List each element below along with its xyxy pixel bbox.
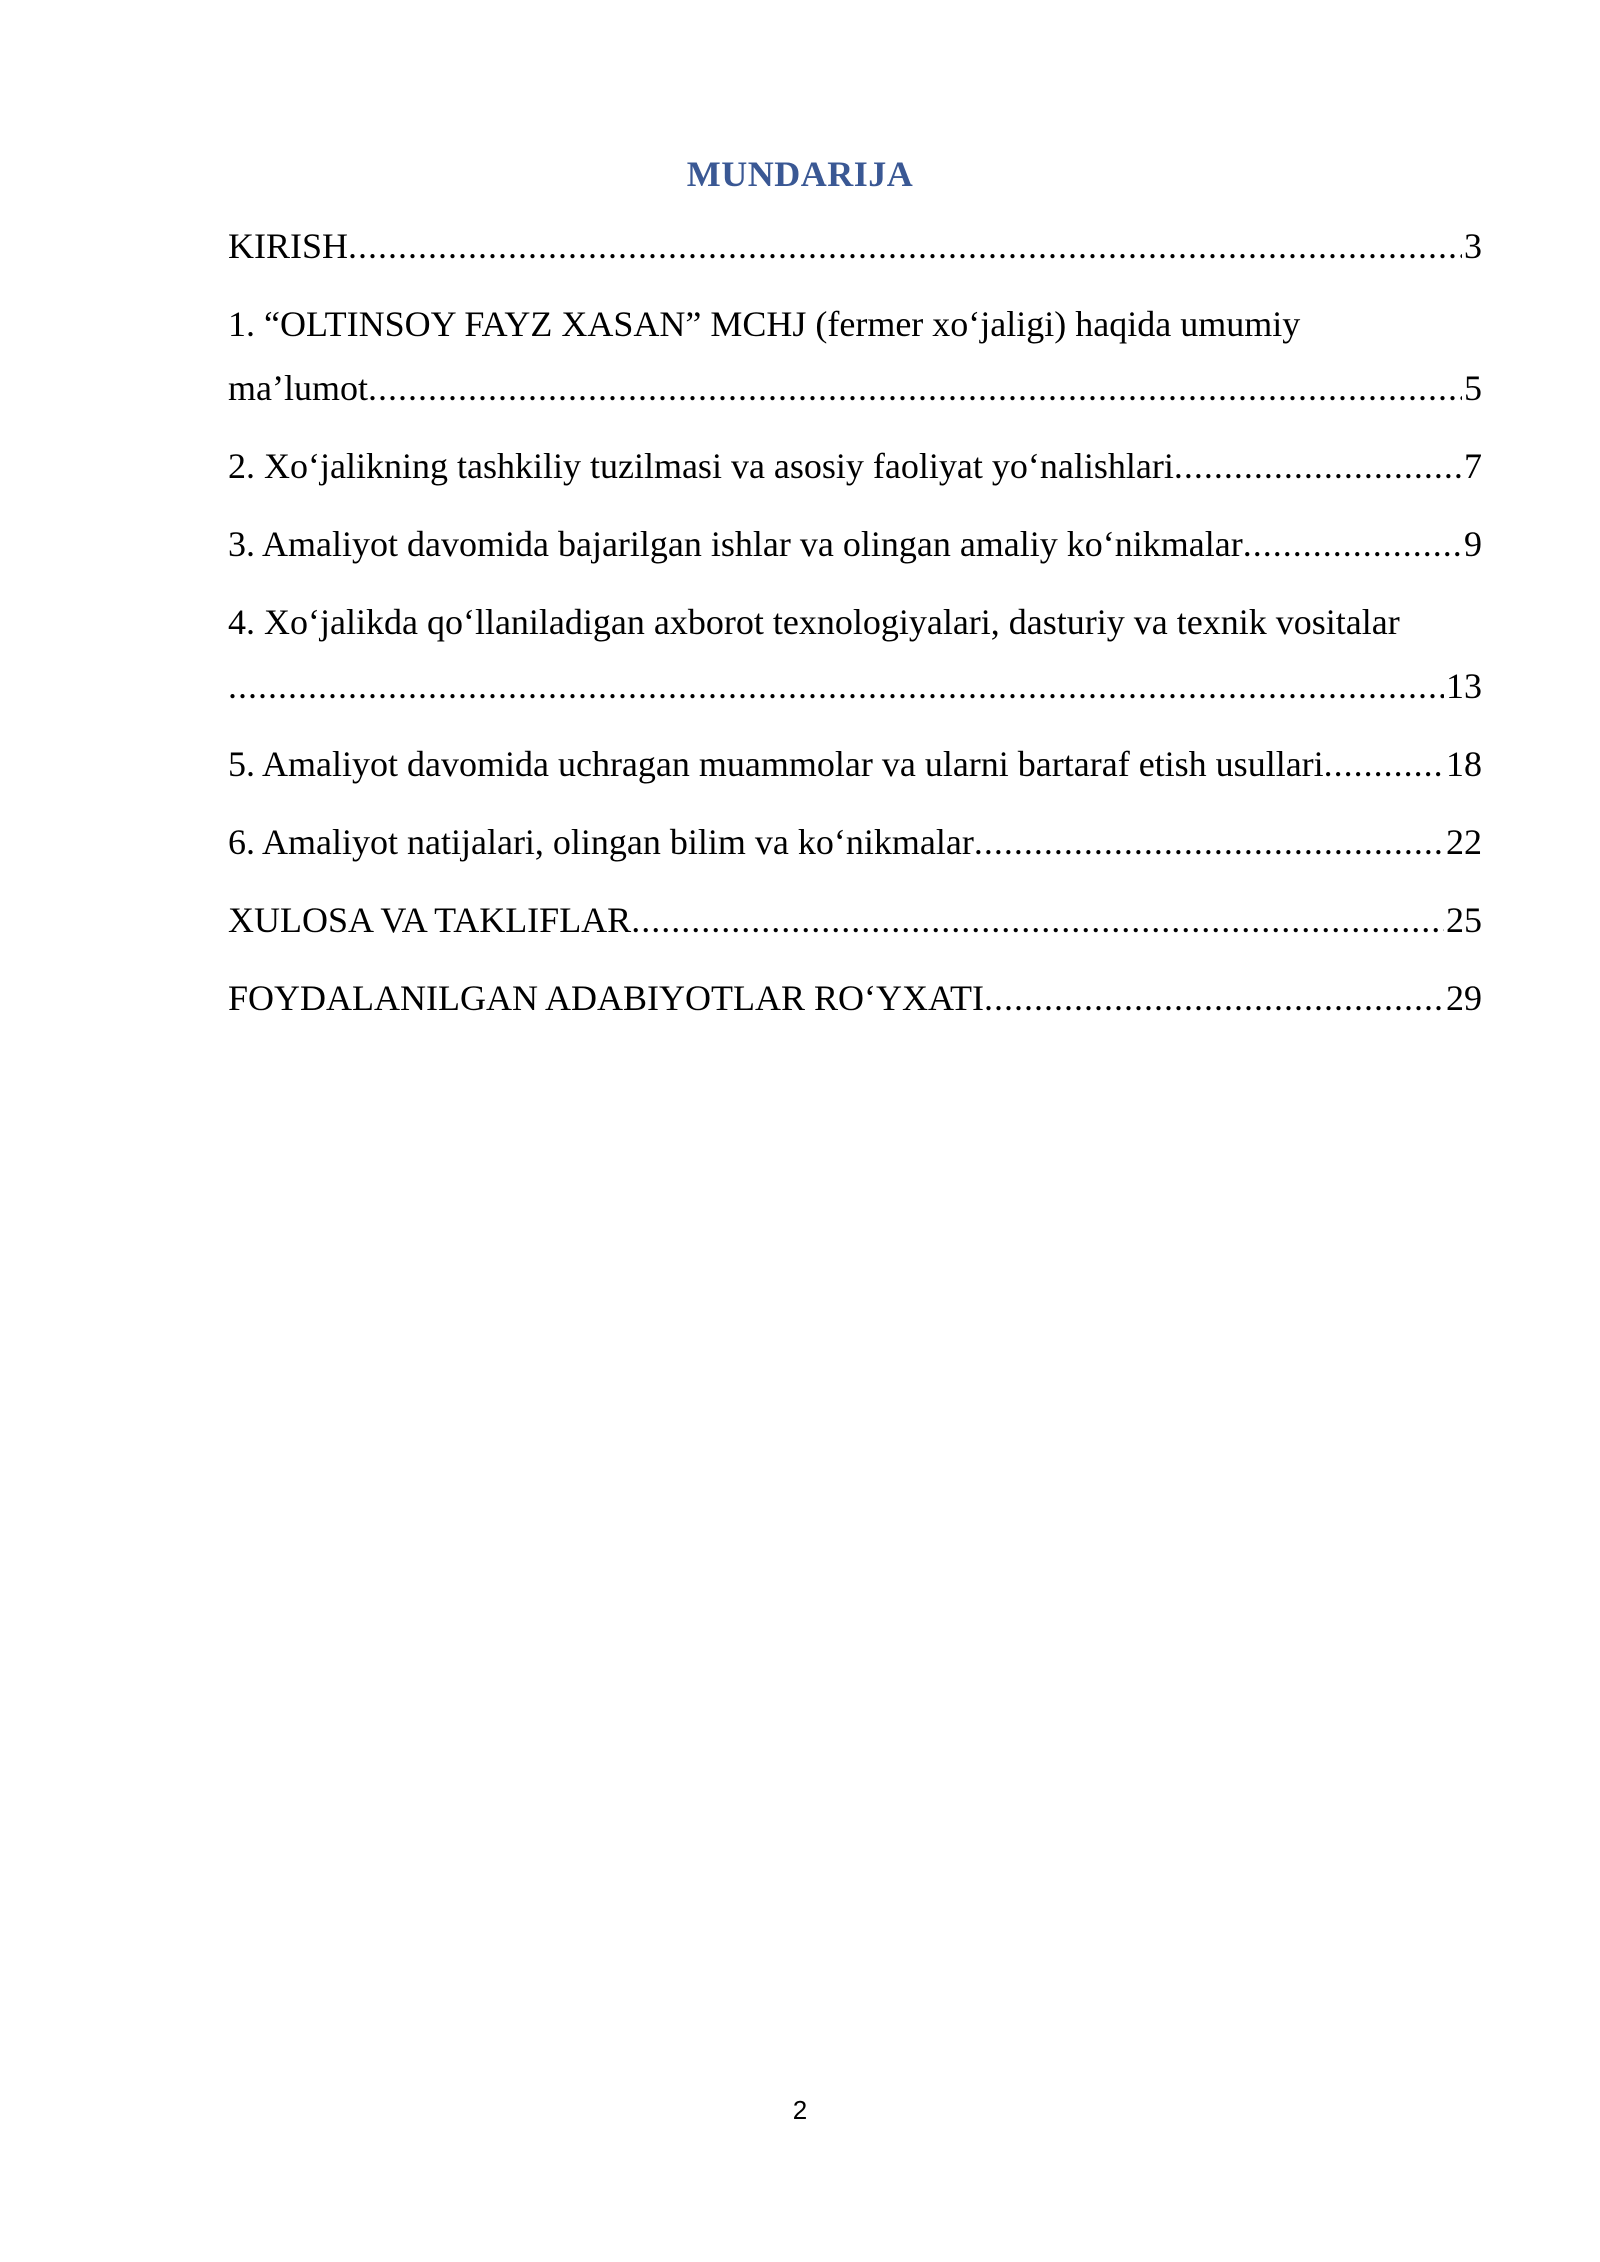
toc-entry-line [228, 356, 1482, 420]
toc-entry-section-2[interactable] [228, 434, 1482, 498]
dot-leader [228, 654, 1444, 718]
toc-entry-kirish[interactable] [228, 214, 1482, 278]
toc-entry-line [228, 214, 1482, 278]
toc-entry-line [228, 654, 1482, 718]
toc-entry-line [228, 732, 1482, 796]
toc-entry-text: KIRISH [228, 226, 349, 266]
toc-entry-page: 18 [1446, 744, 1482, 784]
toc-entry-page: 9 [1464, 524, 1482, 564]
toc-entry-adabiyotlar[interactable] [228, 966, 1482, 1030]
toc-entry-page: 29 [1446, 978, 1482, 1018]
toc-entry-text: 3. Amaliyot davomida bajarilgan ishlar va olingan amaliy ko‘nikmalar [228, 524, 1243, 564]
toc-entry-line [228, 888, 1482, 952]
toc-entry-section-4[interactable] [228, 590, 1482, 718]
toc-entry-line [228, 810, 1482, 874]
toc-entry-section-6[interactable] [228, 810, 1482, 874]
toc-entry-text: FOYDALANILGAN ADABIYOTLAR RO‘YXATI [228, 978, 984, 1018]
toc-heading: MUNDARIJA [686, 154, 914, 194]
dot-leader [1243, 512, 1462, 576]
dot-leader [974, 810, 1444, 874]
toc-entry-line [228, 966, 1482, 1030]
toc-entry-page: 7 [1464, 446, 1482, 486]
page-number: 2 [792, 2095, 808, 2125]
toc-entry-page: 5 [1464, 368, 1482, 408]
toc-entry-line [228, 434, 1482, 498]
toc-entry-page: 3 [1464, 226, 1482, 266]
toc-entry-page: 25 [1446, 900, 1482, 940]
toc-entry-section-1[interactable] [228, 292, 1482, 420]
table-of-contents [228, 214, 1482, 1044]
dot-leader [1174, 434, 1462, 498]
dot-leader [368, 356, 1462, 420]
toc-entry-text-line: 1. “OLTINSOY FAYZ XASAN” MCHJ (fermer xo‘jaligi) haqida umumiy [228, 304, 1301, 344]
toc-entry-section-3[interactable] [228, 512, 1482, 576]
toc-entry-page: 22 [1446, 822, 1482, 862]
dot-leader [348, 214, 1462, 278]
toc-entry-xulosa[interactable] [228, 888, 1482, 952]
toc-entry-text: 6. Amaliyot natijalari, olingan bilim va ko‘nikmalar [228, 822, 974, 862]
dot-leader [631, 888, 1444, 952]
toc-entry-text: ma’lumot [228, 368, 368, 408]
toc-entry-text: 5. Amaliyot davomida uchragan muammolar va ularni bartaraf etish usullari [228, 744, 1324, 784]
toc-entry-text: 2. Xo‘jalikning tashkiliy tuzilmasi va asosiy faoliyat yo‘nalishlari [228, 446, 1174, 486]
toc-entry-line [228, 512, 1482, 576]
toc-entry-text-line: 4. Xo‘jalikda qo‘llaniladigan axborot texnologiyalari, dasturiy va texnik vositalar [228, 602, 1400, 642]
toc-entry-section-5[interactable] [228, 732, 1482, 796]
dot-leader [984, 966, 1444, 1030]
toc-entry-page: 13 [1446, 666, 1482, 706]
dot-leader [1324, 732, 1444, 796]
toc-entry-text: XULOSA VA TAKLIFLAR [228, 900, 632, 940]
